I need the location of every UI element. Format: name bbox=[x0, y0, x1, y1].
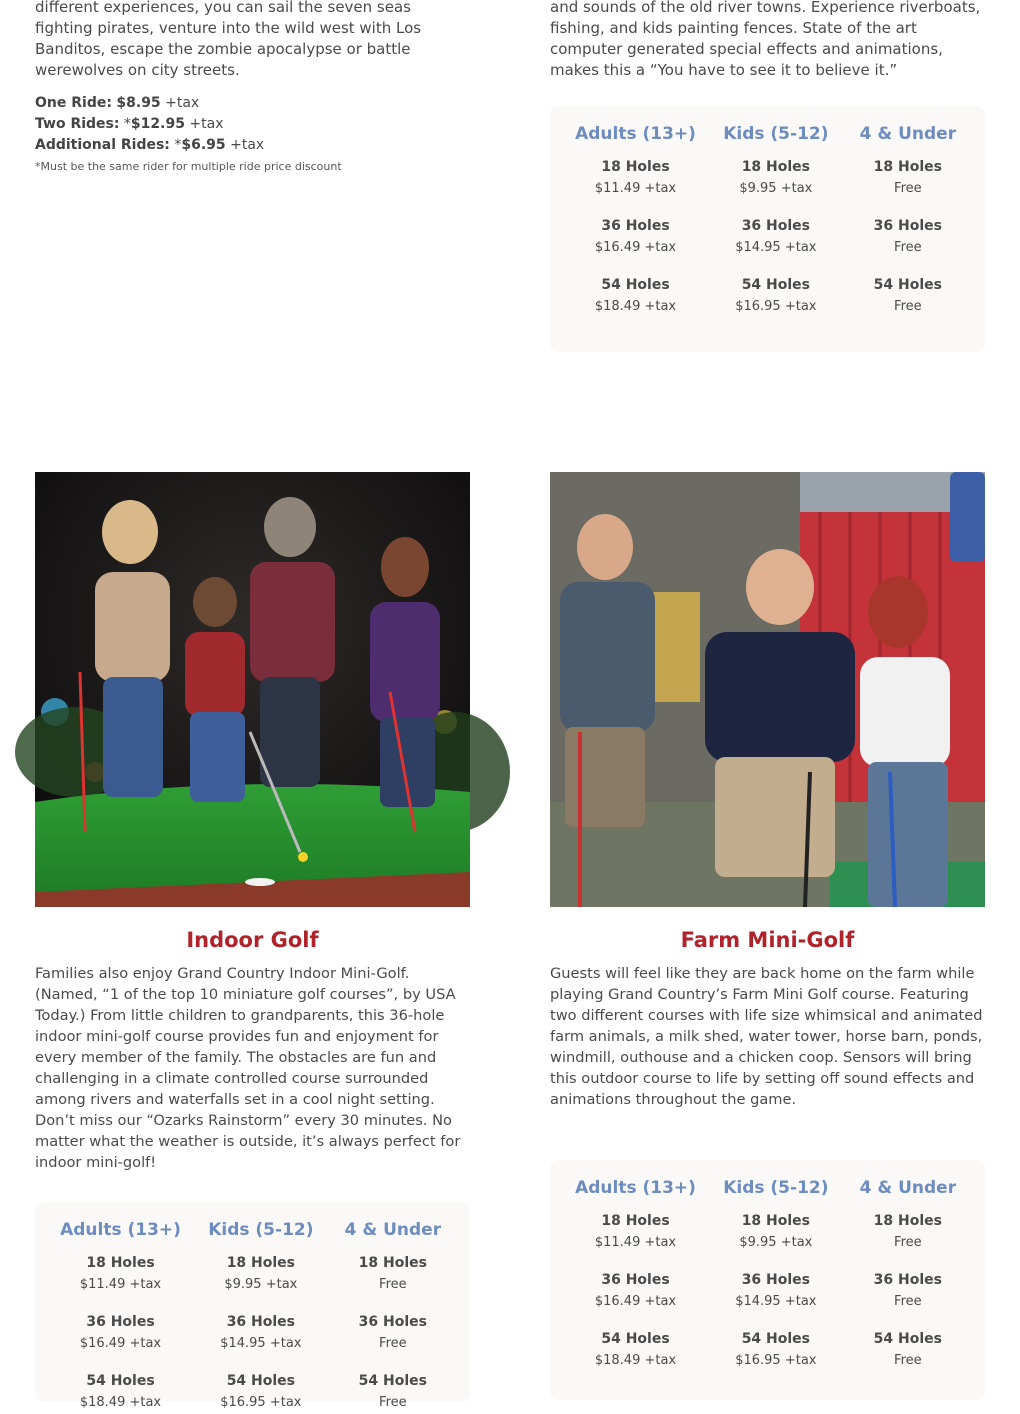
price-value: $18.49 +tax bbox=[79, 1395, 162, 1410]
price-column bbox=[713, 1176, 839, 1372]
price-value: $14.95 +tax bbox=[735, 1294, 817, 1309]
price-item bbox=[839, 215, 977, 259]
price-column-heading: 4 & Under bbox=[859, 124, 957, 144]
holes-label: 54 Holes bbox=[741, 277, 811, 293]
price-item bbox=[43, 1370, 198, 1414]
price-value: $18.49 +tax bbox=[594, 299, 677, 314]
holes-label: 54 Holes bbox=[226, 1373, 296, 1389]
holes-label: 36 Holes bbox=[601, 218, 670, 234]
price-value: $16.49 +tax bbox=[79, 1336, 162, 1351]
holes-label: 18 Holes bbox=[741, 1213, 811, 1229]
holes-label: 36 Holes bbox=[226, 1314, 296, 1330]
price-item bbox=[839, 1269, 977, 1313]
price-column-heading: 4 & Under bbox=[859, 1178, 957, 1198]
holes-label: 18 Holes bbox=[873, 159, 942, 175]
price-item bbox=[839, 274, 977, 318]
price-column bbox=[43, 1218, 198, 1414]
price-item bbox=[713, 1269, 839, 1313]
holes-label: 54 Holes bbox=[741, 1331, 811, 1347]
price-value: $16.95 +tax bbox=[220, 1395, 302, 1410]
price-column bbox=[839, 1176, 977, 1372]
holes-label: 36 Holes bbox=[741, 1272, 811, 1288]
price-value: Free bbox=[379, 1336, 407, 1351]
price-value: Free bbox=[894, 1294, 922, 1309]
price-column bbox=[713, 122, 839, 318]
holes-label: 36 Holes bbox=[358, 1314, 427, 1330]
indoor-golf-description: Families also enjoy Grand Country Indoor Mini-Golf. (Named, “1 of the top 10 miniature golf courses”, by USA Today.) From little children to grandparents, this 36-hole indoor mini-golf course provides fun and enjoyment for every member of the family. The obstacles are fun and challenging in a climate controlled course surrounded among rivers and waterfalls set in a cool night setting. Don’t miss our “Ozarks Rainstorm” every 30 minutes. No matter what the weather is outside, it’s always perfect for indoor mini-golf! bbox=[35, 965, 461, 1171]
price-item bbox=[558, 274, 713, 318]
price-item bbox=[713, 1328, 839, 1372]
holes-label: 54 Holes bbox=[601, 277, 670, 293]
price-grid bbox=[550, 1176, 985, 1372]
price-item bbox=[558, 1328, 713, 1372]
price-value: $9.95 +tax bbox=[739, 1235, 813, 1250]
price-item bbox=[198, 1311, 324, 1355]
price-column bbox=[198, 1218, 324, 1414]
ride-price-one: One Ride: $8.95 +tax bbox=[35, 95, 200, 111]
price-value: $14.95 +tax bbox=[735, 240, 817, 255]
right-intro bbox=[550, 0, 985, 81]
price-column-heading: Kids (5-12) bbox=[208, 1220, 314, 1240]
price-value: $11.49 +tax bbox=[594, 181, 677, 196]
ride-prices bbox=[35, 93, 470, 175]
holes-label: 36 Holes bbox=[601, 1272, 670, 1288]
ride-price-additional: Additional Rides: *$6.95 +tax bbox=[35, 137, 265, 153]
price-column bbox=[558, 122, 713, 318]
holes-label: 18 Holes bbox=[741, 159, 811, 175]
price-value: $16.95 +tax bbox=[735, 299, 817, 314]
price-column-heading: Kids (5-12) bbox=[723, 1178, 829, 1198]
price-item bbox=[839, 1210, 977, 1254]
price-item bbox=[324, 1252, 462, 1296]
price-item bbox=[839, 1328, 977, 1372]
price-table-farm bbox=[550, 1160, 985, 1400]
price-column-heading: Kids (5-12) bbox=[723, 124, 829, 144]
holes-label: 54 Holes bbox=[873, 277, 942, 293]
price-value: $16.95 +tax bbox=[735, 1353, 817, 1368]
price-item bbox=[324, 1370, 462, 1414]
price-item bbox=[324, 1311, 462, 1355]
price-item bbox=[43, 1252, 198, 1296]
price-value: $11.49 +tax bbox=[594, 1235, 677, 1250]
ride-price-two: Two Rides: *$12.95 +tax bbox=[35, 116, 224, 132]
price-column-heading: 4 & Under bbox=[344, 1220, 442, 1240]
holes-label: 36 Holes bbox=[86, 1314, 155, 1330]
price-item bbox=[558, 156, 713, 200]
holes-label: 18 Holes bbox=[601, 1213, 670, 1229]
price-value: Free bbox=[894, 299, 922, 314]
holes-label: 54 Holes bbox=[873, 1331, 942, 1347]
holes-label: 36 Holes bbox=[873, 1272, 942, 1288]
holes-label: 54 Holes bbox=[601, 1331, 670, 1347]
price-value: $14.95 +tax bbox=[220, 1336, 302, 1351]
price-table-top bbox=[550, 106, 985, 352]
price-grid bbox=[35, 1218, 470, 1414]
price-value: Free bbox=[894, 1353, 922, 1368]
holes-label: 36 Holes bbox=[873, 218, 942, 234]
ride-discount-note: *Must be the same rider for multiple ride price discount bbox=[35, 160, 342, 173]
holes-label: 18 Holes bbox=[601, 159, 670, 175]
indoor-golf-photo bbox=[35, 472, 470, 907]
price-item bbox=[558, 215, 713, 259]
holes-label: 18 Holes bbox=[358, 1255, 427, 1271]
price-column bbox=[558, 1176, 713, 1372]
price-value: Free bbox=[894, 181, 922, 196]
holes-label: 54 Holes bbox=[86, 1373, 155, 1389]
price-value: Free bbox=[379, 1277, 407, 1292]
price-column-heading: Adults (13+) bbox=[575, 1178, 696, 1198]
price-item bbox=[839, 156, 977, 200]
price-item bbox=[713, 274, 839, 318]
price-item bbox=[713, 1210, 839, 1254]
price-item bbox=[198, 1252, 324, 1296]
farm-golf-photo bbox=[550, 472, 985, 907]
farm-golf-title: Farm Mini-Golf bbox=[680, 928, 855, 952]
river-course-description: and sounds of the old river towns. Experience riverboats, fishing, and kids painting fences. State of the art computer generated special effects and animations, makes this a “You have to see it to believe it.” bbox=[550, 0, 981, 79]
holes-label: 36 Holes bbox=[741, 218, 811, 234]
price-value: Free bbox=[894, 240, 922, 255]
price-value: $16.49 +tax bbox=[594, 240, 677, 255]
rides-description: different experiences, you can sail the seven seas fighting pirates, venture into the wild west with Los Banditos, escape the zombie apocalypse or battle werewolves on city streets. bbox=[35, 0, 422, 79]
price-column-heading: Adults (13+) bbox=[575, 124, 696, 144]
price-column bbox=[839, 122, 977, 318]
price-value: Free bbox=[894, 1235, 922, 1250]
holes-label: 18 Holes bbox=[86, 1255, 155, 1271]
holes-label: 18 Holes bbox=[226, 1255, 296, 1271]
farm-golf-description: Guests will feel like they are back home on the farm while playing Grand Country’s Farm Mini Golf course. Featuring two different courses with life size whimsical and animated farm animals, a milk shed, water tower, horse barn, ponds, windmill, outhouse and a chicken coop. Sensors will bring this outdoor course to life by setting off sound effects and animations throughout the game. bbox=[550, 965, 983, 1108]
price-grid bbox=[550, 122, 985, 318]
holes-label: 18 Holes bbox=[873, 1213, 942, 1229]
price-value: $16.49 +tax bbox=[594, 1294, 677, 1309]
price-value: $18.49 +tax bbox=[594, 1353, 677, 1368]
price-value: $9.95 +tax bbox=[739, 181, 813, 196]
price-column bbox=[324, 1218, 462, 1414]
price-table-indoor bbox=[35, 1202, 470, 1410]
left-intro bbox=[35, 0, 470, 175]
price-item bbox=[43, 1311, 198, 1355]
price-item bbox=[558, 1269, 713, 1313]
price-item bbox=[713, 215, 839, 259]
indoor-golf-title: Indoor Golf bbox=[186, 928, 319, 952]
price-value: Free bbox=[379, 1395, 407, 1410]
holes-label: 54 Holes bbox=[358, 1373, 427, 1389]
price-column-heading: Adults (13+) bbox=[60, 1220, 181, 1240]
price-item bbox=[713, 156, 839, 200]
price-item bbox=[198, 1370, 324, 1414]
price-value: $9.95 +tax bbox=[224, 1277, 298, 1292]
price-item bbox=[558, 1210, 713, 1254]
price-value: $11.49 +tax bbox=[79, 1277, 162, 1292]
